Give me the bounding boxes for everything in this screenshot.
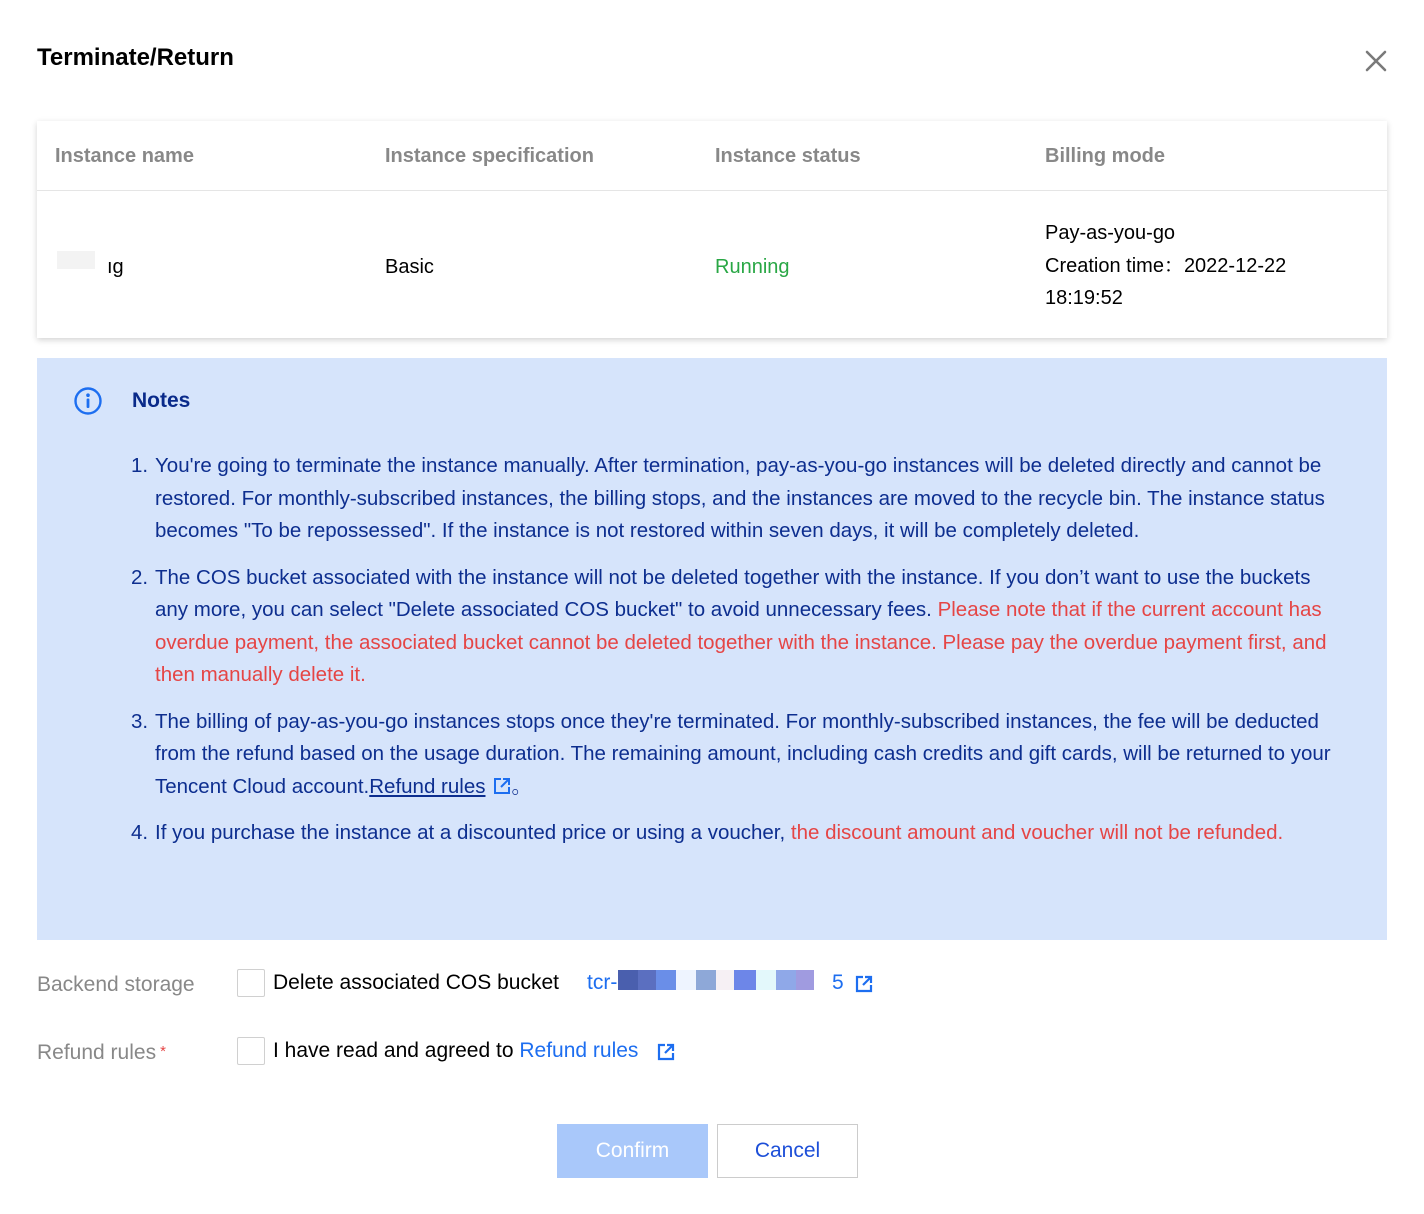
refund-rules-link[interactable]: Refund rules [369,774,486,798]
close-icon[interactable] [1362,47,1390,75]
note-item [131,450,1335,548]
note-item [131,562,1335,692]
external-link-icon[interactable] [657,1043,675,1061]
delete-bucket-checkbox[interactable] [237,969,265,997]
note-item [131,706,1335,804]
bucket-link-prefix[interactable]: tcr- [587,971,618,994]
creation-time-label: Creation time： [1045,255,1184,277]
cancel-button[interactable]: Cancel [717,1124,858,1178]
external-link-icon[interactable] [855,975,873,993]
notes-panel [37,358,1387,940]
notes-list [131,450,1335,864]
bucket-link-suffix[interactable]: 5 [832,971,844,994]
instance-name: ıg [107,256,124,278]
creation-date: 2022-12-22 [1183,255,1287,277]
redacted-bucket-mask [618,970,824,990]
column-header-instance-status: Instance status [715,145,861,167]
creation-time [1045,250,1286,283]
redacted-name-mask [57,251,95,269]
note-number: 4. [131,821,149,844]
refund-rules-label [37,1041,166,1065]
instance-table [37,121,1387,338]
note-item [131,817,1335,850]
note-warning: the discount amount and voucher will not be refunded. [790,821,1284,844]
note-number: 3. [131,709,149,733]
column-header-billing-mode: Billing mode [1045,145,1165,167]
backend-storage-label: Backend storage [37,973,195,996]
required-mark: * [160,1043,166,1060]
table-header [37,121,1387,191]
status-badge: Running [715,256,790,278]
instance-specification: Basic [385,256,434,278]
billing-mode: Pay-as-you-go [1045,222,1176,244]
note-suffix: 。 [511,774,532,798]
note-text: The billing of pay-as-you-go instances stops once they're terminated. For monthly-subscribed instances, the fee will be deducted from the refund based on the usage duration. The remaining amount, including cash credits and gift cards, will be returned to your Tencent Cloud account. [155,709,1331,798]
note-text: You're going to terminate the instance manually. After termination, pay-as-you-go instances will be deleted directly and cannot be restored. For monthly-subscribed instances, the billing stops, and the instances are moved to the recycle bin. The instance status becomes "To be repossessed". If the instance is not restored within seven days, it will be completely deleted. [155,454,1325,542]
note-text: If you purchase the instance at a discounted price or using a voucher, [155,821,791,844]
note-text: The COS bucket associated with the instance will not be deleted together with the instance. If you don’t want to use the buckets any more, you can select "Delete associated COS bucket" to avoid unnecessary fees. [155,565,1311,621]
note-number: 2. [131,565,149,589]
external-link-icon[interactable] [493,773,511,791]
confirm-button[interactable]: Confirm [557,1124,708,1178]
agree-text: I have read and agreed to [273,1039,520,1062]
creation-clock: 18:19:52 [1045,287,1123,309]
note-number: 1. [131,454,149,477]
note-warning: Please note that if the current account has overdue payment, the associated bucket cannot be deleted together with the instance. Please pay the overdue payment first, and then manually delete it. [155,598,1327,686]
column-header-instance-specification: Instance specification [385,145,594,167]
agree-refund-text [273,1039,638,1063]
delete-bucket-label: Delete associated COS bucket [273,971,559,994]
info-icon [73,386,103,416]
refund-rules-label-text: Refund rules [37,1041,157,1064]
refund-rules-link[interactable]: Refund rules [519,1039,639,1062]
notes-title: Notes [132,389,191,412]
dialog-title: Terminate/Return [37,44,234,71]
column-header-instance-name: Instance name [55,145,194,167]
agree-refund-checkbox[interactable] [237,1037,265,1065]
